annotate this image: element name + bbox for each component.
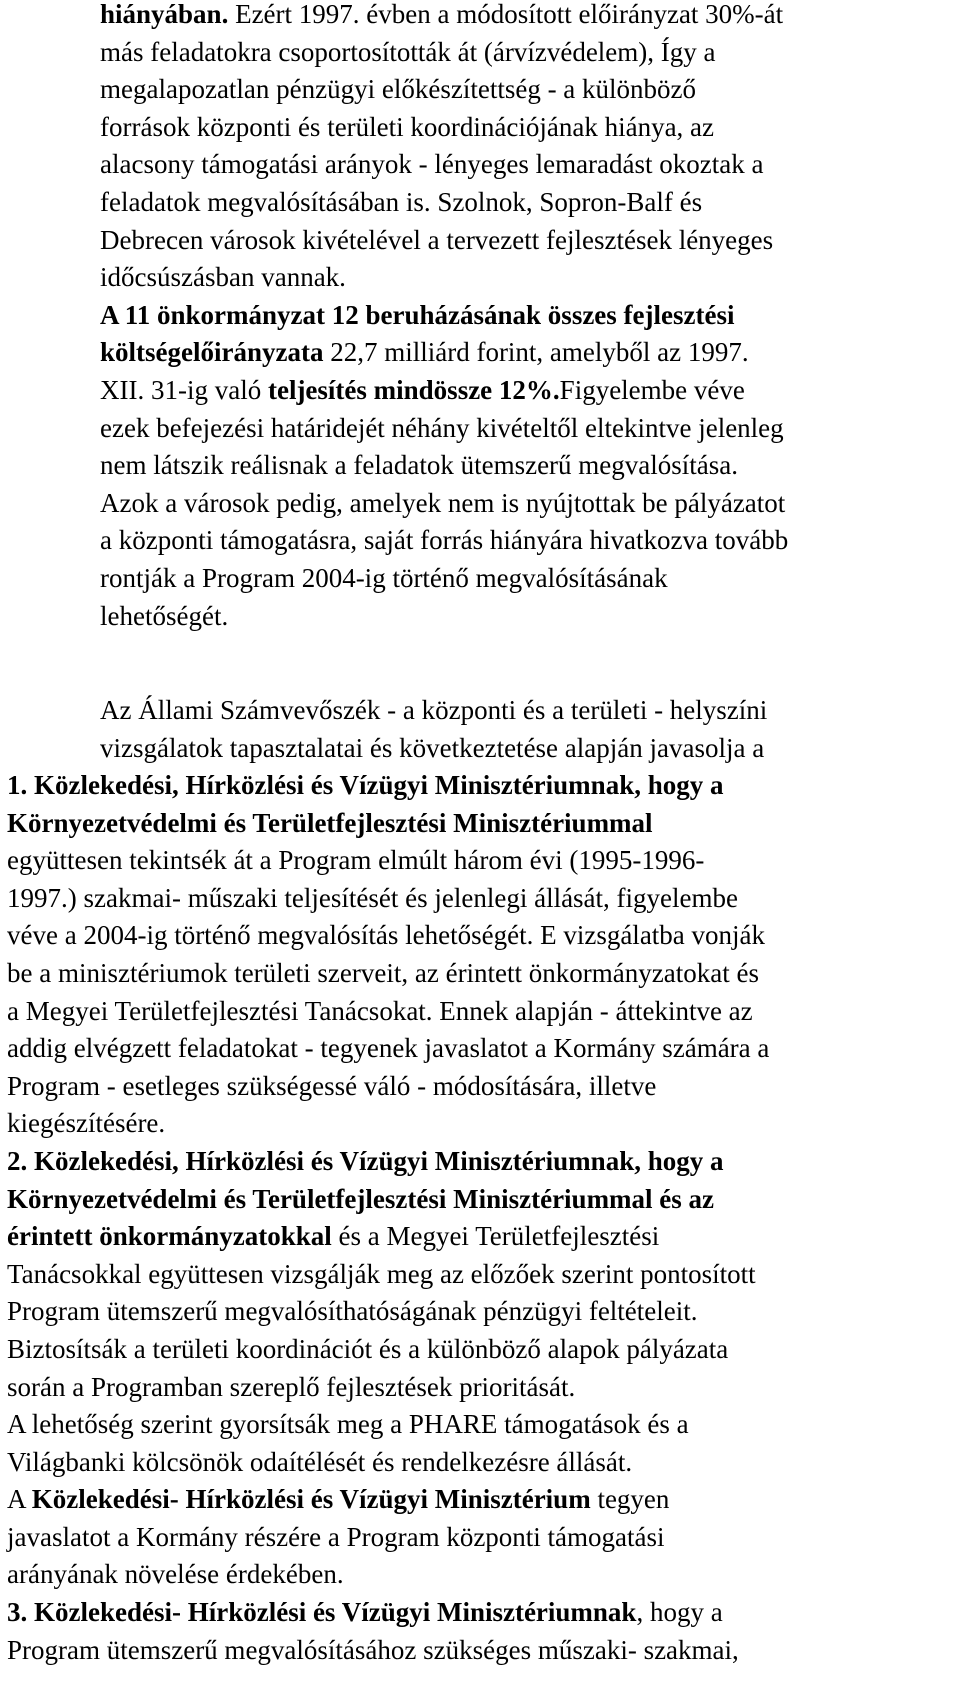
text-line: vizsgálatok tapasztalatai és következtetése alapján javasolja a [100, 732, 765, 763]
text-line: a központi támogatásra, saját forrás hiányára hivatkozva tovább [100, 525, 789, 556]
text-line: A Közlekedési- Hírközlési és Vízügyi Minisztérium tegyen [7, 1484, 670, 1515]
text-line: 2. Közlekedési, Hírközlési és Vízügyi Minisztériumnak, hogy a [7, 1145, 724, 1176]
text-line: 3. Közlekedési- Hírközlési és Vízügyi Minisztériumnak, hogy a [7, 1597, 723, 1628]
text-line: Biztosítsák a területi koordinációt és a különböző alapok pályázata [7, 1333, 729, 1364]
text-line: megalapozatlan pénzügyi előkészítettség - a különböző [100, 74, 697, 105]
text-line: költségelőirányzata 22,7 milliárd forint, amelyből az 1997. [100, 337, 749, 368]
text-line: források központi és területi koordinációjának hiánya, az [100, 111, 715, 142]
paragraph-findings [100, 0, 788, 635]
text-line: arányának növelése érdekében. [7, 1559, 344, 1590]
text-line: ezek befejezési határidejét néhány kivételtől eltekintve jelenleg [100, 412, 784, 443]
paragraph-intro [100, 692, 767, 767]
text-line: más feladatokra csoportosították át (árvízvédelem), Így a [100, 36, 716, 67]
text-line: Világbanki kölcsönök odaítélését és rendelkezésre állását. [7, 1446, 633, 1477]
paragraph-recommendations [7, 767, 769, 1669]
text-line: során a Programban szereplő fejlesztések prioritását. [7, 1371, 576, 1402]
text-line: lehetőségét. [100, 600, 229, 631]
text-line: együttesen tekintsék át a Program elmúlt három évi (1995-1996- [7, 845, 705, 876]
text-line: rontják a Program 2004-ig történő megvalósításának [100, 562, 668, 593]
text-line: Az Állami Számvevőszék - a központi és a területi - helyszíni [100, 695, 768, 725]
text-line: kiegészítésére. [7, 1108, 166, 1139]
text-line: feladatok megvalósításában is. Szolnok, Sopron-Balf és [100, 186, 703, 217]
text-line: érintett önkormányzatokkal és a Megyei Területfejlesztési [7, 1221, 660, 1252]
text-line: 1. Közlekedési, Hírközlési és Vízügyi Minisztériumnak, hogy a [7, 770, 724, 800]
text-line: be a minisztériumok területi szerveit, az érintett önkormányzatokat és [7, 957, 759, 988]
text-line: nem látszik reálisnak a feladatok ütemszerű megvalósítása. [100, 450, 739, 481]
text-line: 1997.) szakmai- műszaki teljesítését és jelenlegi állását, figyelembe [7, 882, 738, 913]
text-line: alacsony támogatási arányok - lényeges lemaradást okoztak a [100, 149, 764, 180]
text-line: XII. 31-ig való teljesítés mindössze 12%.Figyelembe véve [100, 374, 745, 405]
text-line: hiányában. Ezért 1997. évben a módosított előirányzat 30%-át [100, 0, 784, 29]
text-line: Azok a városok pedig, amelyek nem is nyújtottak be pályázatot [100, 487, 786, 518]
text-line: Környezetvédelmi és Területfejlesztési Minisztériummal [7, 807, 653, 838]
text-line: A 11 önkormányzat 12 beruházásának összes fejlesztési [100, 299, 735, 330]
text-line: Program ütemszerű megvalósításához szükséges műszaki- szakmai, [7, 1634, 739, 1665]
text-line: A lehetőség szerint gyorsítsák meg a PHARE támogatások és a [7, 1409, 689, 1440]
text-line: időcsúszásban vannak. [100, 262, 346, 293]
text-line: Program - esetleges szükségessé váló - módosítására, illetve [7, 1070, 657, 1101]
text-line: véve a 2004-ig történő megvalósítás lehetőségét. E vizsgálatba vonják [7, 920, 766, 951]
text-line: Tanácsokkal együttesen vizsgálják meg az előzőek szerint pontosított [7, 1258, 756, 1289]
text-line: addig elvégzett feladatokat - tegyenek javaslatot a Kormány számára a [7, 1033, 770, 1064]
text-line: Debrecen városok kivételével a tervezett fejlesztések lényeges [100, 224, 774, 255]
text-line: javaslatot a Kormány részére a Program központi támogatási [7, 1521, 665, 1552]
text-line: Program ütemszerű megvalósíthatóságának pénzügyi feltételeit. [7, 1296, 698, 1327]
text-line: a Megyei Területfejlesztési Tanácsokat. Ennek alapján - áttekintve az [7, 995, 753, 1026]
text-line: Környezetvédelmi és Területfejlesztési Minisztériummal és az [7, 1183, 715, 1214]
